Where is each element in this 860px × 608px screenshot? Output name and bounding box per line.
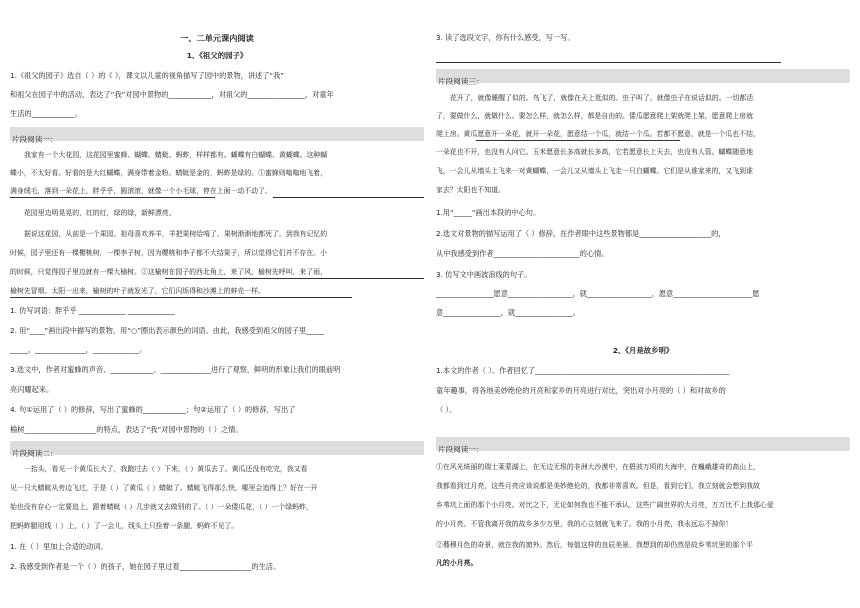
question-line: 1.用“_____”画出本段的中心句。 xyxy=(436,208,541,217)
lesson-title: 2、《月是故乡明》 xyxy=(612,346,674,355)
passage-line: 见一只大蜻蜓从旁边飞过，于是（ ）了黄瓜（ ）蜻蜓了。蜻蜓飞得那么快，哪里会追得上？好在一开 xyxy=(10,484,318,492)
question-line: 2. 我感受到作者是一个（ ）的孩子，她在园子里过着____________________的生活。 xyxy=(10,562,281,571)
question-line: 意________________，就________________。 xyxy=(436,308,580,317)
question-line: 3.选文中，作者对蜜蜂的声音、____________、______________进行了观察，鲜明的形象让我们的眼前明 xyxy=(10,365,341,374)
question-line: 1. 仿写词语：胖乎乎 _____________ _____________ xyxy=(10,306,175,315)
passage-line: 凡的小月亮。 xyxy=(436,559,478,567)
question-line: 从中我感受到作者________________________的心情。 xyxy=(436,249,609,258)
passage-line: 的时候，只觉得园子里边就有一棵大榆树。②这榆树在园子的西北角上，来了风，榆树先呼叫，来了雨， xyxy=(10,268,327,276)
section-title: 一、二单元课内阅读 xyxy=(180,33,254,43)
question-line: 2. 用“____”画出段中描写的景物，用“○”圈出表示颜色的词语。由此，我感受到祖父的园子里_____ xyxy=(10,326,325,335)
question-line: （ ）。 xyxy=(436,405,457,414)
question-intro-line: 1.《祖父的园子》选自（ ）的《 》，课文以儿童的视角描写了园中的景物，讲述了“我” xyxy=(10,71,285,80)
passage-line: 我都看到过月亮，这些月亮应该说都是美妙绝伦的，我都非常喜欢。但是，看到它们，我立刻就会想到我故 xyxy=(436,482,760,490)
passage-line: 飞，一会儿从墙头上飞来一对黄蝴蝶，一会儿又从墙头上飞走一只白蝴蝶。它们是从谁家来的，又飞到谁 xyxy=(436,167,753,175)
question-line: 榆树____________________的特点，表达了“我”对园中景物的（ ）之情。 xyxy=(10,425,243,434)
wavy-underline xyxy=(273,197,424,198)
wavy-underline xyxy=(10,297,352,298)
question-line: 亮闪耀起来。 xyxy=(10,385,54,394)
reading-section-bar xyxy=(10,441,424,458)
passage-line: ②蓦穆月色的奇景，就在我的窗外。然后，每值这样的良辰美景，我想到的却仍然是故乡苇坑里的那个平 xyxy=(436,541,753,549)
passage-line: 了，要做什么，就做什么。要怎么样，就怎么样，都是自由的。倭瓜愿意爬上架就爬上架，愿意爬上房就 xyxy=(436,112,753,120)
question-line: 3. 读了选段文字，你有什么感受，写一写。 xyxy=(436,33,575,42)
wavy-underline xyxy=(476,140,680,141)
passage-line: 花开了，就像睡醒了似的。鸟飞了，就像在天上逛似的。虫子叫了，就像虫子在说话似的。一切都活 xyxy=(450,94,754,102)
question-line: ________________愿意__________________，就__________________，愿意______________________愿 xyxy=(436,289,760,298)
passage-line: 花园里边明晃晃的，红的红，绿的绿，新鲜漂亮。 xyxy=(24,209,176,217)
passage-line: 的小月亮。不管我离开我的故乡多少万里，我的心立刻就飞来了。我的小月亮，我永远忘不掉你！ xyxy=(436,520,733,528)
reading-label: 片段阅读三： xyxy=(438,77,484,86)
right-column xyxy=(436,0,850,608)
passage-line: 榆树先冒烟。太阳一出来，榆树的叶子就发光了，它们闪烁得和沙滩上的蚌壳一样。 xyxy=(10,287,265,295)
passage-line: ①在风光绮丽的瑞士莱蒙湖上，在无边无垠的非洲大沙漠中，在碧波万顷的大海中，在巍峨雄奇的高山上， xyxy=(436,463,760,471)
passage-line: 把蚂蚱腿用线（ ）上，（ ）了一会儿，线头上只拴着一条腿，蚂蚱不见了。 xyxy=(10,522,239,530)
reading-label: 片段阅读一： xyxy=(438,445,484,454)
answer-line xyxy=(436,62,781,63)
left-column xyxy=(10,0,424,608)
passage-line: 爬上房。黄瓜愿意开一朵花，就开一朵花，愿意结一个瓜，就结一个瓜。若都不愿意，就是一个瓜也不结， xyxy=(436,130,760,138)
question-line: 4. 句①运用了（ ）的修辞，写出了蜜蜂的____________；句②运用了（ ）的修辞，写出了 xyxy=(10,405,296,414)
reading-section-bar xyxy=(436,437,850,454)
reading-label: 片段阅读一： xyxy=(12,135,58,144)
question-line: 3. 仿写文中画波浪线的句子。 xyxy=(436,270,532,279)
question-line: 童年趣事，将各地美妙绝伦的月亮和家乡的月亮进行对比，突出对小月亮的（ ）和对故乡的 xyxy=(436,386,726,395)
reading-label: 片段阅读二： xyxy=(12,449,58,458)
wavy-underline xyxy=(165,278,424,279)
lesson-title: 1、《祖父的园子》 xyxy=(186,51,248,60)
question-line: 2.选文对景物的描写运用了（ ）修辞，在作者眼中这些景物都是____________________的， xyxy=(436,229,726,238)
wavy-underline xyxy=(10,197,215,198)
passage-line: 时候，园子里还有一棵樱桃树，一棵李子树，因为樱桃和李子都不大结果子，所以觉得它们并不存在。小 xyxy=(10,249,327,257)
passage-line: 始也没有存心一定要追上，跟着蜻蜓（ ）几步就又去做别的了。（ ）一朵倭瓜花，（ ）一个绿蚂蚱， xyxy=(10,503,313,511)
passage-line: 一朵花也不开，也没有人问它。玉米愿意长多高就长多高，它若愿意长上天去，也没有人管。蝴蝶随意地 xyxy=(436,148,753,156)
question-intro-line: 和祖父在园子中的活动，表达了“我”对园中景物的____________，对祖父的________________，对童年 xyxy=(10,90,334,99)
question-line: 1.本文的作者（ ）。作者回忆了______________________________________________________ xyxy=(436,366,730,375)
passage-line: 乡苇坑上面的那个小月亮。对比之下，无论如何我也不能不承认，这些广阔世界的大月亮，万万比不上我那心爱 xyxy=(436,501,774,509)
question-intro-line: 生活的____________。 xyxy=(10,109,82,118)
question-line: 1. 在（ ）里加上合适的动词。 xyxy=(10,542,108,551)
passage-line: 家去？太阳也不知道。 xyxy=(436,186,505,194)
passage-line: 据说这花园，从前是一个果园。祖母喜欢养羊，羊把果树给啃了，果树渐渐地都死了。到我有记忆的 xyxy=(24,230,328,238)
question-line: _____，______________，_____________。 xyxy=(10,345,147,354)
passage-line: 蝶小，不太好看。好看的是大红蝴蝶，满身带着金粉。蜻蜓是金的，蚂蚱是绿的。①蜜蜂则嗡嗡地飞着， xyxy=(10,169,327,177)
passage-line: 满身绒毛，落到一朵花上，胖乎乎，圆滚滚，就像一个小毛球，停在上面一动不动了。 xyxy=(10,187,272,195)
reading-section-bar xyxy=(10,127,424,144)
reading-section-bar xyxy=(436,69,850,86)
passage-line: 一抬头，看见一个黄瓜长大了，我跑过去（ ）下来，（ ）黄瓜去了。黄瓜还没有吃完，我又看 xyxy=(24,465,308,473)
passage-line: 我家有一个大花园，这花园里蜜蜂、蝴蝶、蜻蜓、蚂蚱，样样都有。蝴蝶有白蝴蝶、黄蝴蝶。这种蝴 xyxy=(24,151,328,159)
